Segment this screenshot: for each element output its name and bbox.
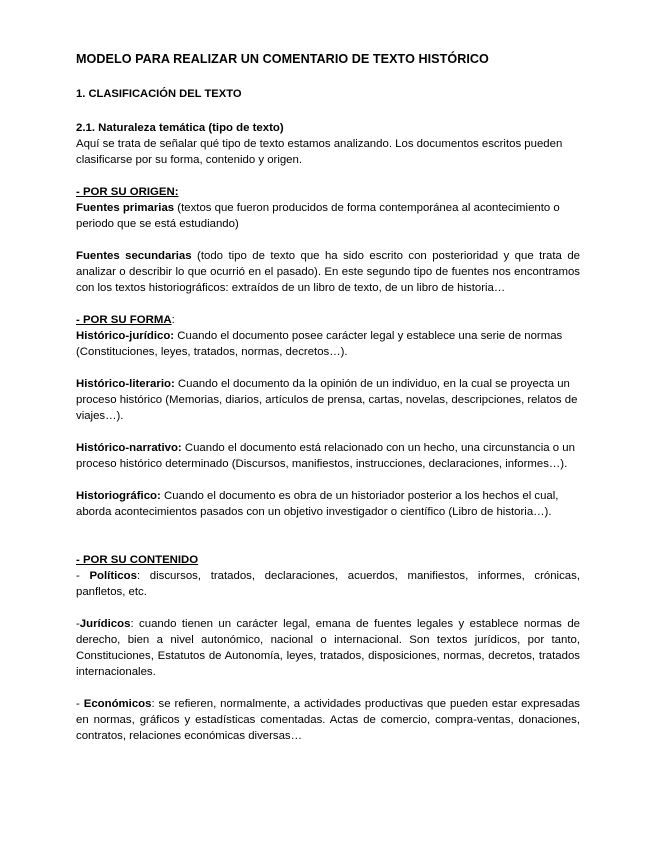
document-body (76, 86, 580, 744)
heading-por-su-forma-line: - POR SU FORMA: (76, 314, 175, 326)
heading-por-su-forma: - POR SU FORMA (76, 314, 172, 326)
term-politicos: Políticos (89, 570, 137, 582)
term-economicos: Económicos (83, 698, 152, 710)
paragraph-fuentes-primarias: Fuentes primarias (textos que fueron producidos de forma contemporánea al acontecimiento o periodo que se está estudiando) (76, 202, 560, 230)
paragraph-fuentes-secundarias: Fuentes secundarias (todo tipo de texto que ha sido escrito con posterioridad y que trata de analizar o describir lo que ocurrió en el pasado). En este segundo tipo de fuentes nos encontramos con los textos historiográficos: extraídos de un libro de texto, de un libro de historia… (76, 250, 581, 294)
heading-por-su-contenido: - POR SU CONTENIDO (76, 554, 199, 566)
paragraph-historiografico: Historiográfico: Cuando el documento es obra de un historiador posterior a los hechos el cual, aborda acontecimientos pasados con un objetivo investigador o científico (Libro de historia…). (76, 490, 559, 518)
paragraph-economicos: - Económicos: se refieren, normalmente, a actividades productivas que pueden estar expresadas en normas, gráficos y estadísticas comentadas. Actas de comercio, compra-ventas, donaciones, contratos, relaciones económicas diversas… (76, 698, 580, 742)
term-fuentes-secundarias: Fuentes secundarias (76, 250, 192, 262)
paragraph-juridicos: -Jurídicos: cuando tienen un carácter legal, emana de fuentes legales y establece normas de derecho, bien a nivel autonómico, nacional o internacional. Son textos jurídicos, por tanto, Constituciones, Estatutos de Autonomía, leyes, tratados, disposiciones, normas, decretos, tratados internacionales. (76, 618, 580, 678)
paragraph-historico-narrativo: Histórico-narrativo: Cuando el documento está relacionado con un hecho, una circunstancia o un proceso histórico determinado (Discursos, manifiestos, instrucciones, declaraciones, informes…). (76, 442, 575, 470)
heading-por-su-origen: - POR SU ORIGEN: (76, 186, 179, 198)
term-historico-literario: Histórico-literario: (76, 378, 175, 390)
paragraph-historico-juridico: Histórico-jurídico: Cuando el documento posee carácter legal y establece una serie de normas (Constituciones, leyes, tratados, normas, decretos…). (76, 330, 563, 358)
term-juridicos: Jurídicos (79, 618, 131, 630)
term-historico-narrativo: Histórico-narrativo: (76, 442, 182, 454)
subsection-heading-naturaleza: 2.1. Naturaleza temática (tipo de texto) (76, 122, 284, 134)
term-fuentes-primarias: Fuentes primarias (76, 202, 175, 214)
paragraph-politicos: - Políticos: discursos, tratados, declaraciones, acuerdos, manifiestos, informes, crónicas, panfletos, etc. (76, 570, 580, 598)
term-historiografico: Historiográfico: (76, 490, 161, 502)
intro-paragraph: Aquí se trata de señalar qué tipo de texto estamos analizando. Los documentos escritos pueden clasificarse por su forma, contenido y origen. (76, 138, 563, 166)
paragraph-historico-literario: Histórico-literario: Cuando el documento da la opinión de un individuo, en la cual se proyecta un proceso histórico (Memorias, diarios, artículos de prensa, cartas, novelas, descripciones, relatos de viajes…). (76, 378, 578, 422)
section-heading-clasificacion: 1. CLASIFICACIÓN DEL TEXTO (76, 88, 242, 100)
document-title: MODELO PARA REALIZAR UN COMENTARIO DE TEXTO HISTÓRICO (76, 52, 489, 66)
term-historico-juridico: Histórico-jurídico: (76, 330, 175, 342)
